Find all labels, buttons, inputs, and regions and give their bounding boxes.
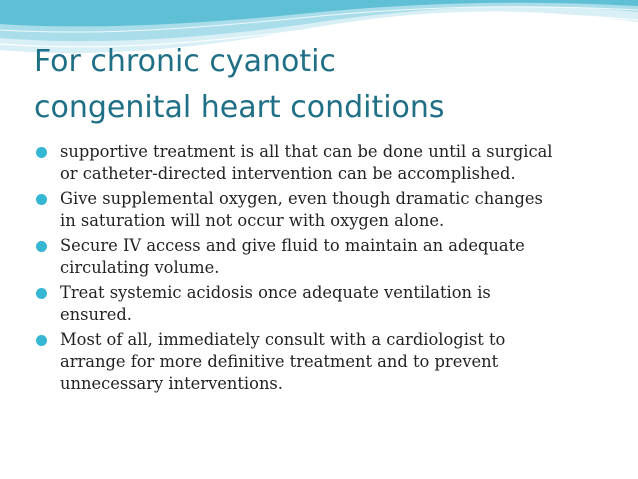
bullet-text-line: or catheter-directed intervention can be accomplished. bbox=[60, 164, 516, 183]
bullet-text-line: in saturation will not occur with oxygen alone. bbox=[60, 211, 445, 230]
bullet-text-line: Secure IV access and give fluid to maintain an adequate bbox=[60, 236, 525, 255]
slide-title bbox=[34, 39, 614, 131]
bullet-text-line: Treat systemic acidosis once adequate ventilation is bbox=[60, 283, 491, 302]
bullet-item-systemic-acidosis bbox=[36, 282, 616, 326]
bullet-text-line: circulating volume. bbox=[60, 258, 220, 277]
bullet-dot-icon bbox=[36, 288, 47, 299]
bullet-text-line: arrange for more definitive treatment and to prevent bbox=[60, 352, 499, 371]
slide-title-line-2: congenital heart conditions bbox=[34, 90, 445, 125]
bullet-text-line: ensured. bbox=[60, 305, 132, 324]
bullet-text-line: unnecessary interventions. bbox=[60, 374, 283, 393]
bullet-text-line: Most of all, immediately consult with a cardiologist to bbox=[60, 330, 506, 349]
bullet-dot-icon bbox=[36, 194, 47, 205]
bullet-item-supplemental-oxygen bbox=[36, 188, 616, 232]
slide-title-line-1: For chronic cyanotic bbox=[34, 44, 336, 79]
bullet-item-iv-access bbox=[36, 235, 616, 279]
bullet-item-supportive-treatment bbox=[36, 141, 616, 185]
bullet-text-line: supportive treatment is all that can be done until a surgical bbox=[60, 142, 553, 161]
bullet-list bbox=[36, 141, 616, 398]
bullet-dot-icon bbox=[36, 335, 47, 346]
bullet-dot-icon bbox=[36, 147, 47, 158]
bullet-item-consult-cardiologist bbox=[36, 329, 616, 395]
bullet-dot-icon bbox=[36, 241, 47, 252]
bullet-text-line: Give supplemental oxygen, even though dramatic changes bbox=[60, 189, 543, 208]
